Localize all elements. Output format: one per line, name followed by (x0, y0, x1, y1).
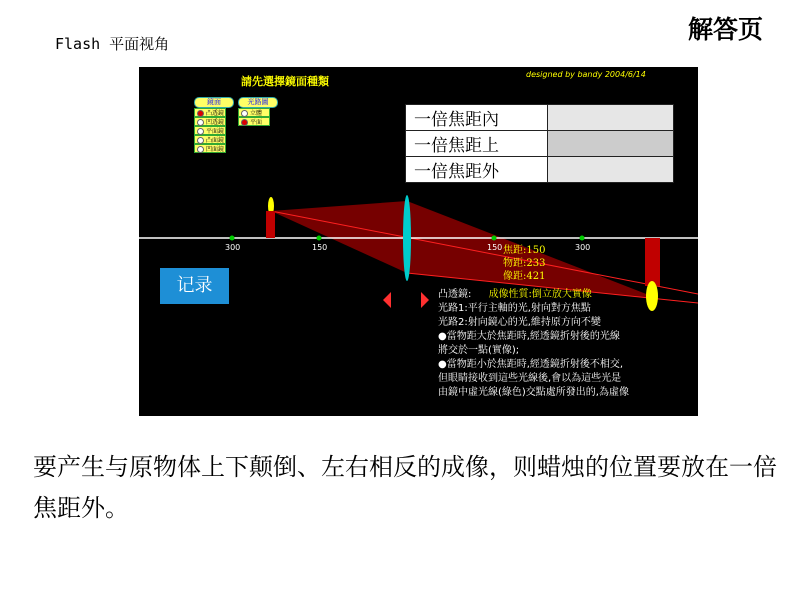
page-title: 解答页 (688, 15, 764, 44)
table-cell-label: 一倍焦距外 (406, 157, 548, 183)
lens-option-convex-mirror[interactable]: 凸面鏡 (194, 135, 226, 144)
description-line: 光路1:平行主軸的光,射向對方焦點 (438, 303, 591, 314)
lens-group-header: 鏡面 (194, 97, 234, 108)
axis-tick-label: 300 (225, 243, 241, 252)
lens-description (438, 288, 698, 400)
ray-through-center (271, 211, 698, 294)
description-line: 光路2:射向鏡心的光,維持原方向不變 (438, 317, 601, 328)
axis-tick-label: 150 (487, 243, 503, 252)
table-cell-value (548, 105, 674, 131)
table-cell-label: 一倍焦距上 (406, 131, 548, 157)
radio-icon (197, 146, 204, 153)
stage-prompt: 請先選擇鏡面種類 (241, 75, 329, 88)
candle-image (645, 238, 660, 286)
radio-icon (241, 119, 248, 126)
move-left-icon (383, 292, 391, 308)
flash-view-label: Flash 平面视角 (55, 35, 170, 53)
description-line: 由鏡中虛光線(綠色)交點處所發出的,為虛像 (438, 387, 629, 398)
ray-fill-object-side (271, 201, 407, 273)
distance-table (405, 104, 674, 183)
radio-icon (197, 137, 204, 144)
description-line: 但眼睛接收到這些光線後,會以為這些光是 (438, 373, 622, 384)
beam-option-flat[interactable]: 平面 (238, 117, 270, 126)
beam-group-header: 光路圖 (238, 97, 278, 108)
focal-point-marker (492, 236, 497, 241)
focal-point-marker (230, 236, 235, 241)
description-line: ●當物距大於焦距時,經透鏡折射後的光線 (438, 331, 620, 342)
radio-icon (241, 110, 248, 117)
lens-type-panel (194, 97, 234, 153)
table-row (406, 131, 674, 157)
lens-option-concave[interactable]: 凹透鏡 (194, 117, 226, 126)
description-line: ●當物距小於焦距時,經透鏡折射後不相交, (438, 359, 624, 370)
focal-point-marker (317, 236, 322, 241)
image-property: 成像性質:倒立放大實像 (488, 289, 592, 300)
lens-option-convex[interactable]: 凸透鏡 (194, 108, 226, 117)
candle-object (266, 211, 275, 238)
convex-lens (403, 195, 411, 281)
radio-icon (197, 119, 204, 126)
move-right-icon (421, 292, 429, 308)
description-line: 將交於一點(實像); (438, 345, 520, 356)
axis-tick-label: 300 (575, 243, 591, 252)
object-distance-readout: 物距:233 (503, 258, 546, 269)
table-row (406, 157, 674, 183)
beam-type-panel (238, 97, 278, 126)
focal-point-marker (580, 236, 585, 241)
image-distance-readout: 像距:421 (503, 271, 546, 282)
table-row (406, 105, 674, 131)
flash-stage[interactable] (139, 67, 698, 416)
radio-icon (197, 110, 204, 117)
beam-option-3d[interactable]: 立體 (238, 108, 270, 117)
table-cell-value (548, 157, 674, 183)
record-button[interactable]: 记录 (160, 268, 229, 304)
focal-length-readout: 焦距:150 (503, 245, 546, 256)
distance-readout (503, 244, 545, 283)
table-cell-label: 一倍焦距內 (406, 105, 548, 131)
radio-icon (197, 128, 204, 135)
lens-option-plane-mirror[interactable]: 平面鏡 (194, 126, 226, 135)
table-cell-value (548, 131, 674, 157)
answer-text: 要产生与原物体上下颠倒、左右相反的成像，则蜡烛的位置要放在一倍焦距外。 (33, 453, 777, 522)
lens-name: 凸透鏡: (438, 289, 472, 300)
credit-text: designed by bandy 2004/6/14 (526, 70, 646, 79)
axis-tick-label: 150 (312, 243, 328, 252)
lens-option-concave-mirror[interactable]: 凹面鏡 (194, 144, 226, 153)
